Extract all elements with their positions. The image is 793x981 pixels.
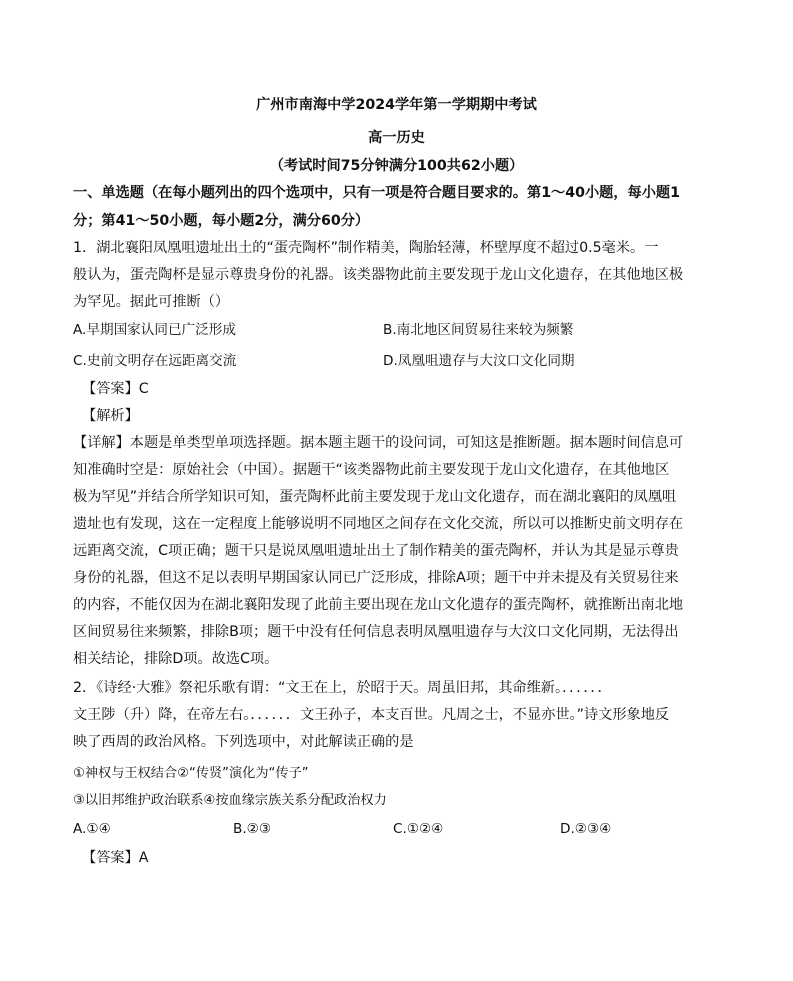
exam-info: （考试时间75分钟满分100共62小题） — [269, 158, 524, 174]
exam-title: 广州市南海中学2024学年第一学期期中考试 — [256, 97, 537, 113]
q2-option-a: A.①④ — [73, 821, 111, 837]
q1-detail-line-1: 【详解】本题是单类型单项选择题。据本题主题干的设问词，可知这是推断题。据本题时间信息可 — [73, 435, 684, 451]
q1-stem-line-2: 般认为，蛋壳陶杯是显示尊贵身份的礼器。该类器物此前主要发现于龙山文化遗存，在其他地区极 — [73, 267, 684, 283]
q1-detail-line-2: 知准确时空是：原始社会（中国）。据题干“该类器物此前主要发现于龙山文化遗存，在其他地区 — [73, 462, 670, 478]
q1-detail-line-3: 极为罕见”并结合所学知识可知，蛋壳陶杯此前主要发现于龙山文化遗存，而在湖北襄阳的凤凰咀 — [73, 489, 677, 505]
q1-stem-line-1: 1．湖北襄阳凤凰咀遗址出土的“蛋壳陶杯”制作精美，陶胎轻薄，杯壁厚度不超过0.5毫米。一 — [73, 240, 659, 256]
q2-option-c: C.①②④ — [393, 821, 444, 837]
q1-detail-line-4: 遗址也有发现，这在一定程度上能够说明不同地区之间存在文化交流，所以可以推断史前文明存在 — [73, 516, 684, 532]
q2-item-line-1: ①神权与王权结合②“传贤”演化为“传子” — [73, 766, 309, 781]
q2-option-b: B.②③ — [233, 821, 272, 837]
q1-detail-line-9: 相关结论，排除D项。故选C项。 — [73, 651, 279, 667]
q1-answer: 【答案】C — [82, 381, 149, 397]
q2-stem-line-1: 2．《诗经·大雅》祭祀乐歌有谓：“文王在上，於昭于天。周虽旧邦，其命维新。．．．．．． — [73, 680, 612, 696]
q1-option-a: A.早期国家认同已广泛形成 — [73, 322, 236, 338]
q1-option-c: C.史前文明存在远距离交流 — [73, 353, 237, 369]
q1-detail-line-8: 区间贸易往来频繁，排除B项；题干中没有任何信息表明凤凰咀遗存与大汶口文化同期，无法得出 — [73, 624, 679, 640]
q1-detail-line-6: 身份的礼器，但这不足以表明早期国家认同已广泛形成，排除A项；题干中并未提及有关贸易往来 — [73, 570, 679, 586]
section-heading-line-2: 分；第41～50小题，每小题2分，满分60分） — [73, 213, 370, 229]
q2-item-line-2: ③以旧邦维护政治联系④按血缘宗族关系分配政治权力 — [73, 793, 387, 808]
q1-option-d: D.凤凰咀遗存与大汶口文化同期 — [383, 353, 575, 369]
q2-option-d: D.②③④ — [560, 821, 612, 837]
subject-title: 高一历史 — [368, 130, 425, 146]
q1-stem-line-3: 为罕见。据此可推断（） — [73, 294, 230, 310]
q2-stem-line-2: 文王陟（升）降，在帝左右。．．．．．．文王孙子，本支百世。凡周之士，不显亦世。”诗文形象地反 — [73, 707, 670, 723]
section-heading-line-1: 一、单选题（在每小题列出的四个选项中，只有一项是符合题目要求的。第1～40小题，每小题1 — [73, 185, 680, 201]
q1-analysis-label: 【解析】 — [82, 408, 139, 424]
q2-stem-line-3: 映了西周的政治风格。下列选项中，对此解读正确的是 — [73, 734, 414, 750]
q2-answer: 【答案】A — [82, 850, 149, 866]
q1-detail-line-7: 的内容，不能仅因为在湖北襄阳发现了此前主要出现在龙山文化遗存的蛋壳陶杯，就推断出南北地 — [73, 597, 684, 613]
q1-option-b: B.南北地区间贸易往来较为频繁 — [383, 322, 574, 338]
q1-detail-line-5: 远距离交流，C项正确；题干只是说凤凰咀遗址出土了制作精美的蛋壳陶杯，并认为其是显示尊贵 — [73, 543, 679, 559]
